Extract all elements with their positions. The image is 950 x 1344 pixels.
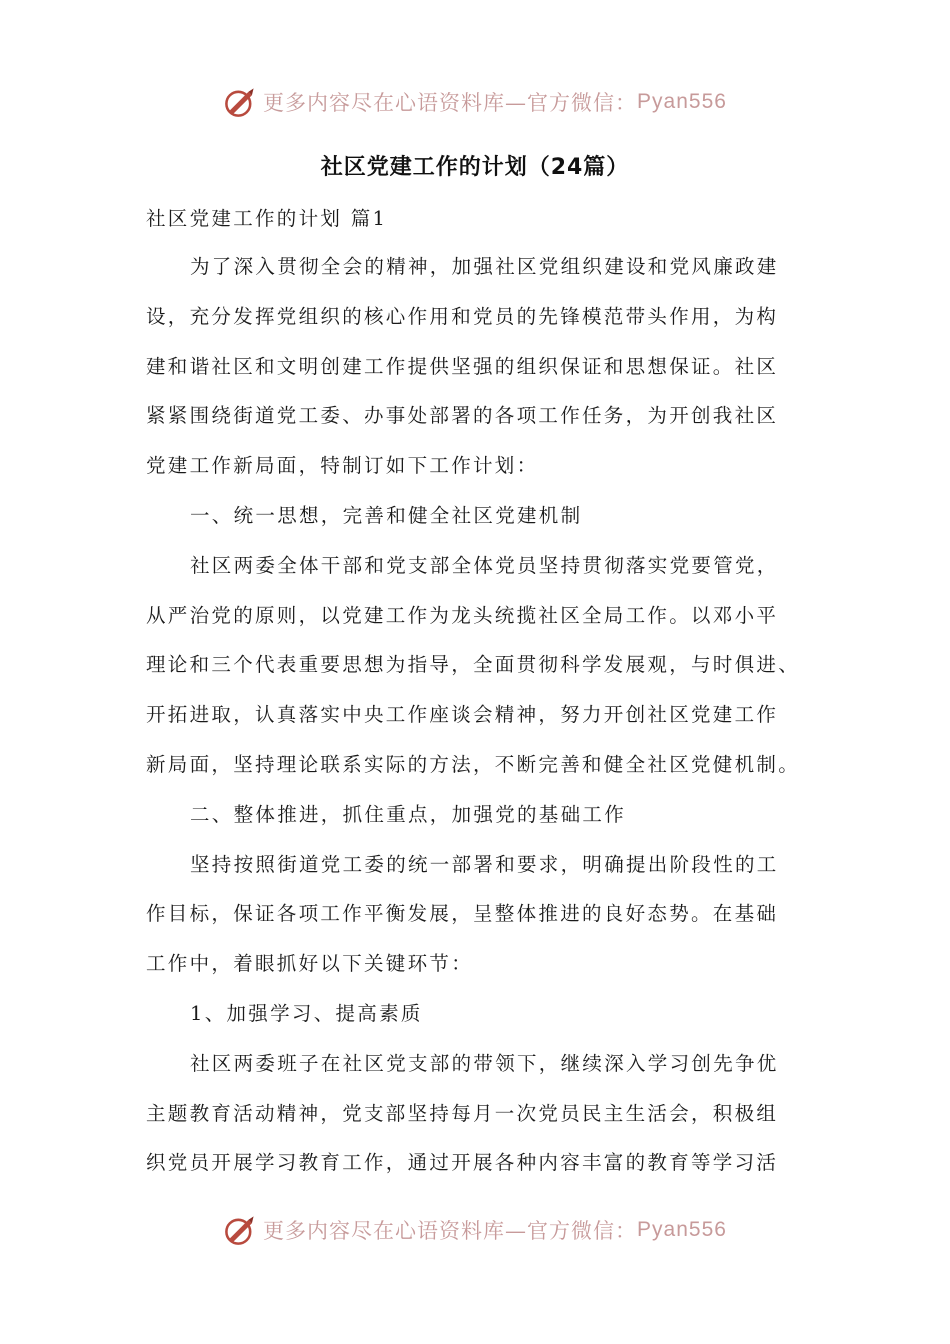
- paragraph-line: 主题教育活动精神，党支部坚持每月一次党员民主生活会，积极组: [146, 1101, 779, 1125]
- paragraph-line: 开拓进取，认真落实中央工作座谈会精神，努力开创社区党建工作: [146, 703, 779, 727]
- watermark-text: 更多内容尽在心语资料库—官方微信：: [263, 91, 638, 115]
- paragraph-line: 坚持按照街道党工委的统一部署和要求，明确提出阶段性的工: [190, 852, 779, 876]
- pen-logo-icon: [223, 85, 257, 119]
- watermark-banner-bottom: [0, 1210, 950, 1250]
- paragraph-line: 建和谐社区和文明创建工作提供坚强的组织保证和思想保证。社区: [146, 354, 779, 378]
- paragraph-line: 党建工作新局面，特制订如下工作计划：: [146, 454, 539, 478]
- pen-logo-icon: [223, 1213, 257, 1247]
- paragraph-line: 工作中，着眼抓好以下关键环节：: [146, 952, 474, 976]
- watermark-wechat: Pyan556: [637, 90, 727, 113]
- heading-line: 一、统一思想，完善和健全社区党建机制: [190, 503, 583, 527]
- heading-line: 二、整体推进，抓住重点，加强党的基础工作: [190, 802, 627, 826]
- paragraph-line: 作目标，保证各项工作平衡发展，呈整体推进的良好态势。在基础: [146, 902, 779, 926]
- section-heading: 社区党建工作的计划 篇1: [146, 207, 388, 230]
- paragraph-line: 为了深入贯彻全会的精神，加强社区党组织建设和党风廉政建: [190, 255, 779, 278]
- paragraph-line: 织党员开展学习教育工作，通过开展各种内容丰富的教育等学习活: [146, 1151, 779, 1175]
- paragraph-line: 社区两委班子在社区党支部的带领下，继续深入学习创先争优: [190, 1051, 779, 1075]
- document-body: [146, 196, 806, 1188]
- paragraph-line: 社区两委全体干部和党支部全体党员坚持贯彻落实党要管党，: [190, 553, 779, 577]
- paragraph-line: 设，充分发挥党组织的核心作用和党员的先锋模范带头作用，为构: [146, 304, 779, 328]
- page-title: 社区党建工作的计划（24篇）: [320, 155, 630, 180]
- heading-line: 1、加强学习、提高素质: [190, 1001, 423, 1025]
- watermark-wechat: Pyan556: [637, 1218, 727, 1241]
- paragraph-line: 新局面，坚持理论联系实际的方法，不断完善和健全社区党健机制。: [146, 752, 801, 776]
- paragraph-line: 理论和三个代表重要思想为指导，全面贯彻科学发展观，与时俱进、: [146, 653, 801, 677]
- paragraph-line: 紧紧围绕街道党工委、办事处部署的各项工作任务，为开创我社区: [146, 404, 779, 428]
- watermark-text: 更多内容尽在心语资料库—官方微信：: [263, 1219, 638, 1243]
- watermark-banner-top: [0, 82, 950, 122]
- paragraph-line: 从严治党的原则，以党建工作为龙头统揽社区全局工作。以邓小平: [146, 603, 779, 627]
